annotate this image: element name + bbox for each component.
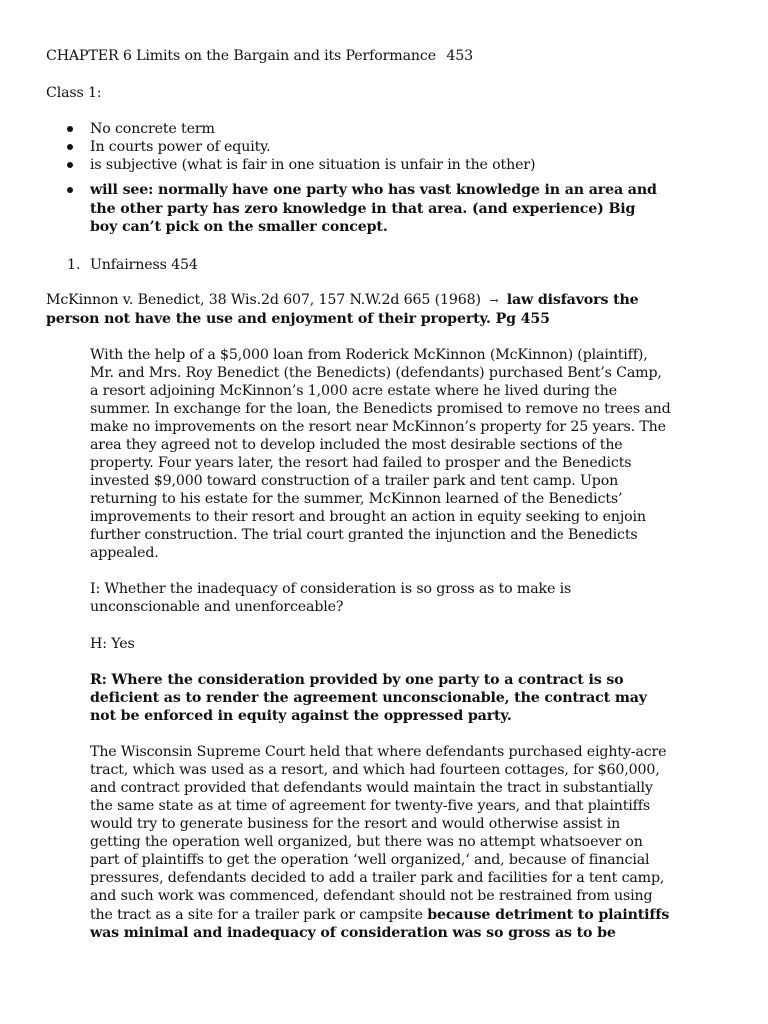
rule-line: deficient as to render the agreement unconscionable, the contract may [90, 690, 647, 706]
paragraph-line: and contract provided that defendants would maintain the tract in substantially [90, 780, 653, 796]
bullet-icon [67, 144, 73, 150]
paragraph-line-mixed [90, 906, 669, 924]
paragraph-line: a resort adjoining McKinnon’s 1,000 acre estate where he lived during the [90, 383, 617, 399]
list-item: No concrete term [90, 121, 215, 137]
paragraph-line: make no improvements on the resort near McKinnon’s property for 25 years. The [90, 419, 666, 435]
arrow-icon: → [489, 294, 499, 307]
paragraph-line: and such work was commenced, defendant should not be restrained from using [90, 888, 653, 904]
paragraph-segment: the tract as a site for a trailer park or campsite [90, 907, 423, 923]
paragraph-line: Mr. and Mrs. Roy Benedict (the Benedicts) (defendants) purchased Bent’s Camp, [90, 365, 662, 381]
item-number: 1. [67, 257, 81, 273]
paragraph-line-bold: was minimal and inadequacy of consideration was so gross as to be [90, 925, 616, 941]
list-item: In courts power of equity. [90, 139, 271, 155]
paragraph-line: property. Four years later, the resort had failed to prosper and the Benedicts [90, 455, 632, 471]
paragraph-line: part of plaintiffs to get the operation ‘well organized,‘ and, because of financial [90, 852, 650, 868]
holding: H: Yes [90, 636, 135, 652]
issue-line: unconscionable and unenforceable? [90, 599, 344, 615]
bullet-icon [67, 126, 73, 132]
paragraph-segment-bold: because detriment to plaintiffs [427, 907, 670, 923]
chapter-title: CHAPTER 6 Limits on the Bargain and its Performance [46, 48, 436, 64]
paragraph-line: appealed. [90, 545, 159, 561]
case-note: law disfavors the [506, 292, 639, 308]
paragraph-line: area they agreed not to develop included the most desirable sections of the [90, 437, 623, 453]
issue-line: I: Whether the inadequacy of consideration is so gross as to make is [90, 581, 572, 597]
paragraph-line: With the help of a $5,000 loan from Roderick McKinnon (McKinnon) (plaintiff), [90, 347, 648, 363]
paragraph-line: would try to generate business for the resort and would otherwise assist in [90, 816, 621, 832]
case-citation [46, 291, 639, 310]
paragraph-line: summer. In exchange for the loan, the Benedicts promised to remove no trees and [90, 401, 671, 417]
list-item-bold: boy can’t pick on the smaller concept. [90, 219, 388, 235]
list-item-bold: the other party has zero knowledge in that area. (and experience) Big [90, 201, 636, 217]
paragraph-line: tract, which was used as a resort, and which had fourteen cottages, for $60,000, [90, 762, 660, 778]
case-name: McKinnon v. Benedict, 38 Wis.2d 607, 157 N.W.2d 665 (1968) [46, 292, 481, 308]
item-text: Unfairness 454 [90, 257, 198, 273]
chapter-page-ref: 453 [446, 48, 473, 64]
rule-line: not be enforced in equity against the oppressed party. [90, 708, 512, 724]
paragraph-line: getting the operation well organized, but there was no attempt whatsoever on [90, 834, 643, 850]
bullet-icon [67, 162, 73, 168]
paragraph-line: further construction. The trial court granted the injunction and the Benedicts [90, 527, 638, 543]
paragraph-line: returning to his estate for the summer, McKinnon learned of the Benedicts’ [90, 491, 623, 507]
paragraph-line: the same state as at time of agreement for twenty-five years, and that plaintiffs [90, 798, 650, 814]
list-item: is subjective (what is fair in one situation is unfair in the other) [90, 157, 536, 173]
paragraph-line: The Wisconsin Supreme Court held that where defendants purchased eighty-acre [90, 744, 667, 760]
paragraph-line: pressures, defendants decided to add a trailer park and facilities for a tent camp, [90, 870, 665, 886]
rule-line: R: Where the consideration provided by one party to a contract is so [90, 672, 624, 688]
paragraph-line: invested $9,000 toward construction of a trailer park and tent camp. Upon [90, 473, 619, 489]
bullet-icon [67, 187, 73, 193]
list-item-bold: will see: normally have one party who has vast knowledge in an area and [90, 182, 657, 198]
chapter-heading [46, 47, 473, 65]
case-note-continued: person not have the use and enjoyment of their property. Pg 455 [46, 311, 550, 327]
class-label: Class 1: [46, 85, 102, 101]
paragraph-line: improvements to their resort and brought an action in equity seeking to enjoin [90, 509, 646, 525]
